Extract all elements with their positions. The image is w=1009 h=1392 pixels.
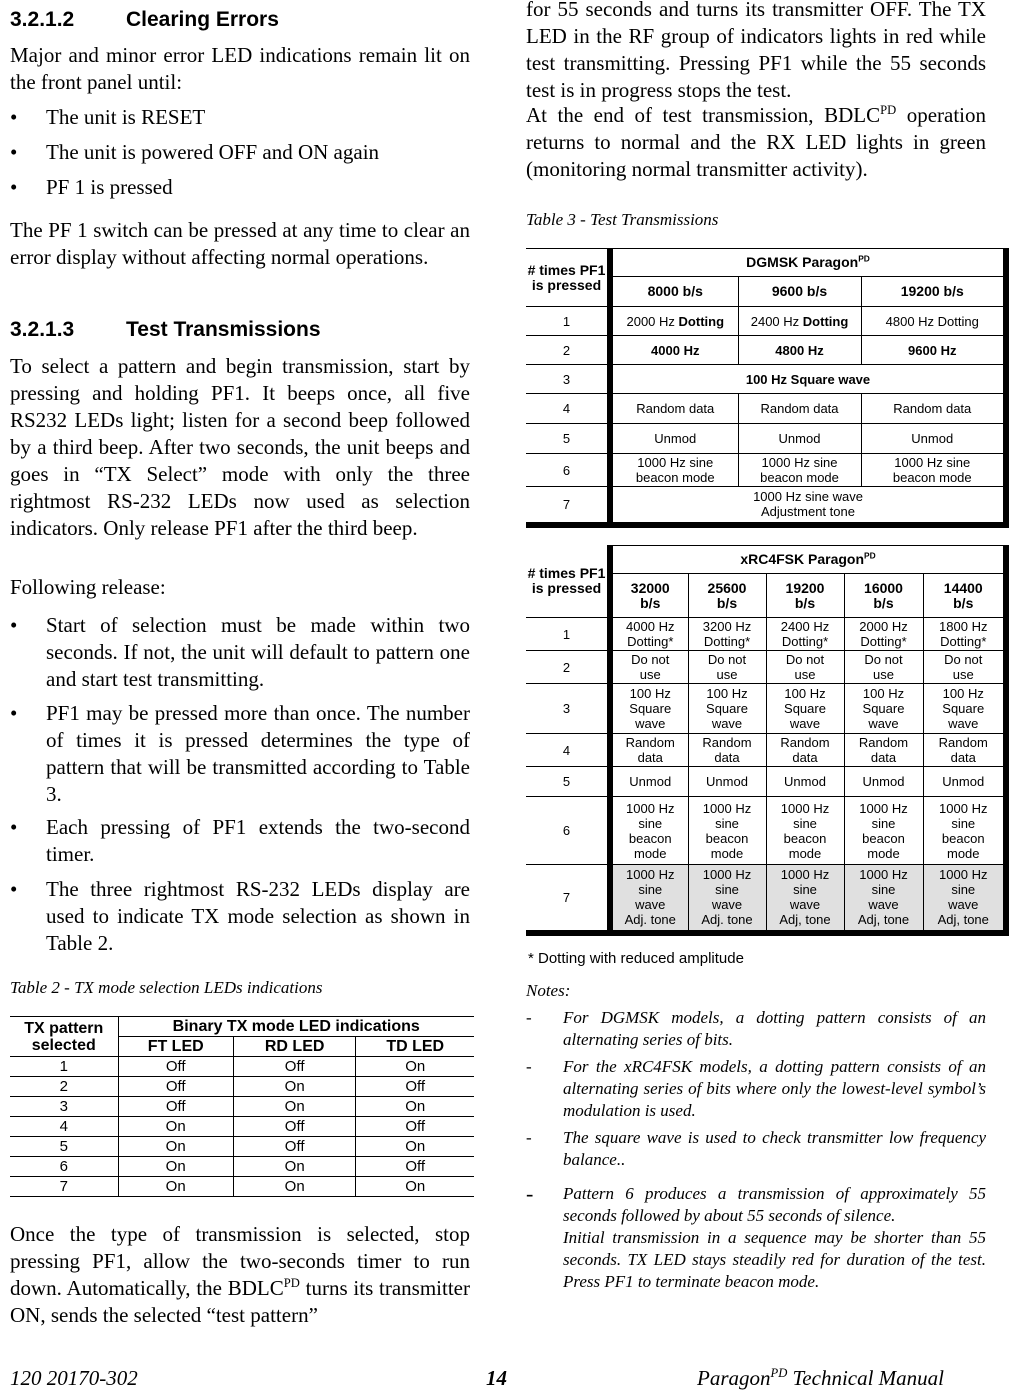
select-paragraph: To select a pattern and begin transmission, start by pressing and holding PF1. It beeps once, all five RS232 LEDs light; listen for a second beep followed by a third beep. After two seconds, the unit beeps and goes in “TX Select” mode with only the three rightmost RS-232 LEDs now used as selection indicators. Only release PF1 after the third beep.	[10, 354, 470, 540]
table-header: 16000 b/s	[844, 574, 923, 618]
table-row: 1 4000 Hz Dotting* 3200 Hz Dotting* 2400 Hz Dotting* 2000 Hz Dotting* 1800 Hz Dotting*	[526, 618, 1006, 651]
table-header: 19200 b/s	[861, 277, 1006, 307]
bullet-item: • PF1 may be pressed more than once. The number of times it is pressed determines the type of pattern that will be transmitted according to Table 3.	[10, 701, 470, 806]
table-row: 7 On On On	[10, 1177, 474, 1197]
section-number: 3.2.1.3	[10, 318, 75, 341]
table-row: 2 4000 Hz 4800 Hz 9600 Hz	[526, 336, 1006, 365]
section-number: 3.2.1.2	[10, 8, 75, 31]
table-row: 4 Random data Random data Random data Random data Random data	[526, 734, 1006, 767]
table-header: xRC4FSK Paragon$^{PD}$	[610, 546, 1006, 574]
bullet-item: • PF 1 is pressed	[10, 175, 173, 199]
table-row: 2 Off On Off	[10, 1077, 474, 1097]
heading-test-transmissions	[10, 318, 321, 342]
table-header: 19200 b/s	[766, 574, 844, 618]
table-row: 7 1000 Hz sine wave Adj. tone 1000 Hz sine wave Adj. tone 1000 Hz sine wave Adj, tone 1000 Hz sine wave Adj, tone 1000 Hz sine wave Adj, tone	[526, 865, 1006, 933]
table-header: 8000 b/s	[610, 277, 738, 307]
table-row: 7 1000 Hz sine wave Adjustment tone	[526, 487, 1006, 525]
table-row: 2 Do not use Do not use Do not use Do not use Do not use	[526, 651, 1006, 684]
table-tx-mode-leds	[10, 1016, 474, 1197]
bullet-item: • The unit is powered OFF and ON again	[10, 140, 380, 164]
table-dgmsk-test-transmissions	[526, 248, 1009, 528]
notes-label: Notes:	[526, 981, 571, 1000]
table-header: 9600 b/s	[738, 277, 861, 307]
table3-caption: Table 3 - Test Transmissions	[526, 210, 719, 229]
table-row: 5 Unmod Unmod Unmod Unmod Unmod	[526, 767, 1006, 797]
note-item: - The square wave is used to check transmitter low frequency balance..	[526, 1128, 986, 1169]
bullet-item: • Start of selection must be made within two seconds. If not, the unit will default to pattern one and start test transmitting.	[10, 613, 470, 691]
section-title: Clearing Errors	[126, 8, 279, 31]
note-item: - For DGMSK models, a dotting pattern consists of an alternating series of bits.	[526, 1008, 986, 1049]
table-row: 3 Off On On	[10, 1097, 474, 1117]
table-header: TX pattern selected	[10, 1017, 118, 1057]
footer-page-number: 14	[486, 1366, 507, 1390]
table-header: 25600 b/s	[688, 574, 766, 618]
table-row: 6 On On Off	[10, 1157, 474, 1177]
table-row: 6 1000 Hz sine beacon mode 1000 Hz sine beacon mode 1000 Hz sine beacon mode 1000 Hz sine beacon mode 1000 Hz sine beacon mode	[526, 797, 1006, 865]
end-of-test-paragraph: At the end of test transmission, $BDLC^{PD}$ operation returns to normal and the RX LED lights in green (monitoring normal transmitter activity).	[526, 103, 986, 181]
table-row: 1 2000 Hz Dotting 2400 Hz Dotting 4800 Hz Dotting	[526, 307, 1006, 336]
table-header: RD LED	[233, 1037, 356, 1057]
table-header: # times PF1 is pressed	[526, 546, 610, 618]
continued-paragraph: for 55 seconds and turns its transmitter OFF. The TX LED in the RF group of indicators lights in red while test transmitting. Pressing PF1 while the 55 seconds test is in progress stops the test.	[526, 0, 986, 102]
table-header: DGMSK Paragon$^{PD}$	[610, 249, 1006, 277]
table-header: TD LED	[356, 1037, 474, 1057]
bullet-item: • The unit is RESET	[10, 105, 206, 129]
table-row: 3 100 Hz Square wave	[526, 365, 1006, 394]
table-row: 3 100 Hz Square wave 100 Hz Square wave 100 Hz Square wave 100 Hz Square wave 100 Hz Square wave	[526, 684, 1006, 734]
dotting-footnote: * Dotting with reduced amplitude	[528, 950, 744, 967]
bullet-item: • Each pressing of PF1 extends the two-second timer.	[10, 815, 470, 866]
table2-caption: Table 2 - TX mode selection LEDs indications	[10, 978, 323, 997]
footer-manual-title: Paragon$^{PD}$ Technical Manual	[697, 1366, 945, 1390]
table-row: 4 On Off Off	[10, 1117, 474, 1137]
table-row: 1 Off Off On	[10, 1057, 474, 1077]
footer-doc-number: 120 20170-302	[10, 1366, 138, 1390]
table-header: FT LED	[118, 1037, 233, 1057]
table-xrc4fsk-test-transmissions	[526, 545, 1009, 936]
note-item: Initial transmission in a sequence may be shorter than 55 seconds. TX LED stays steadily red for duration of the test. Press PF1 to terminate beacon mode.	[563, 1228, 986, 1291]
heading-clearing-errors	[10, 8, 279, 32]
table-row: 5 Unmod Unmod Unmod	[526, 424, 1006, 454]
note-item: - For the xRC4FSK models, a dotting pattern consists of an alternating series of bits where only the lowest-level symbol’s modulation is used.	[526, 1057, 986, 1120]
table-row: 6 1000 Hz sine beacon mode 1000 Hz sine beacon mode 1000 Hz sine beacon mode	[526, 454, 1006, 487]
table-header: Binary TX mode LED indications	[118, 1017, 474, 1037]
clear-intro-paragraph: Major and minor error LED indications remain lit on the front panel until:	[10, 43, 470, 94]
table-header: 14400 b/s	[923, 574, 1006, 618]
following-release: Following release:	[10, 575, 166, 599]
once-paragraph: Once the type of transmission is selected, stop pressing PF1, allow the two-seconds timer to run down. Automatically, the $BDLC^{PD}$ turns its transmitter ON, sends the selected “test pattern”	[10, 1222, 470, 1327]
table-header: # times PF1 is pressed	[526, 249, 610, 307]
table-row: 4 Random data Random data Random data	[526, 394, 1006, 424]
table-header: 32000 b/s	[610, 574, 688, 618]
table-row: 5 On Off On	[10, 1137, 474, 1157]
bullet-item: • The three rightmost RS-232 LEDs display are used to indicate TX mode selection as shown in Table 2.	[10, 877, 470, 955]
note-item: - Pattern 6 produces a transmission of approximately 55 seconds followed by about 55 seconds of silence.	[526, 1181, 986, 1225]
section-title: Test Transmissions	[126, 318, 321, 341]
pf1-paragraph: The PF 1 switch can be pressed at any time to clear an error display without affecting normal operations.	[10, 218, 470, 269]
